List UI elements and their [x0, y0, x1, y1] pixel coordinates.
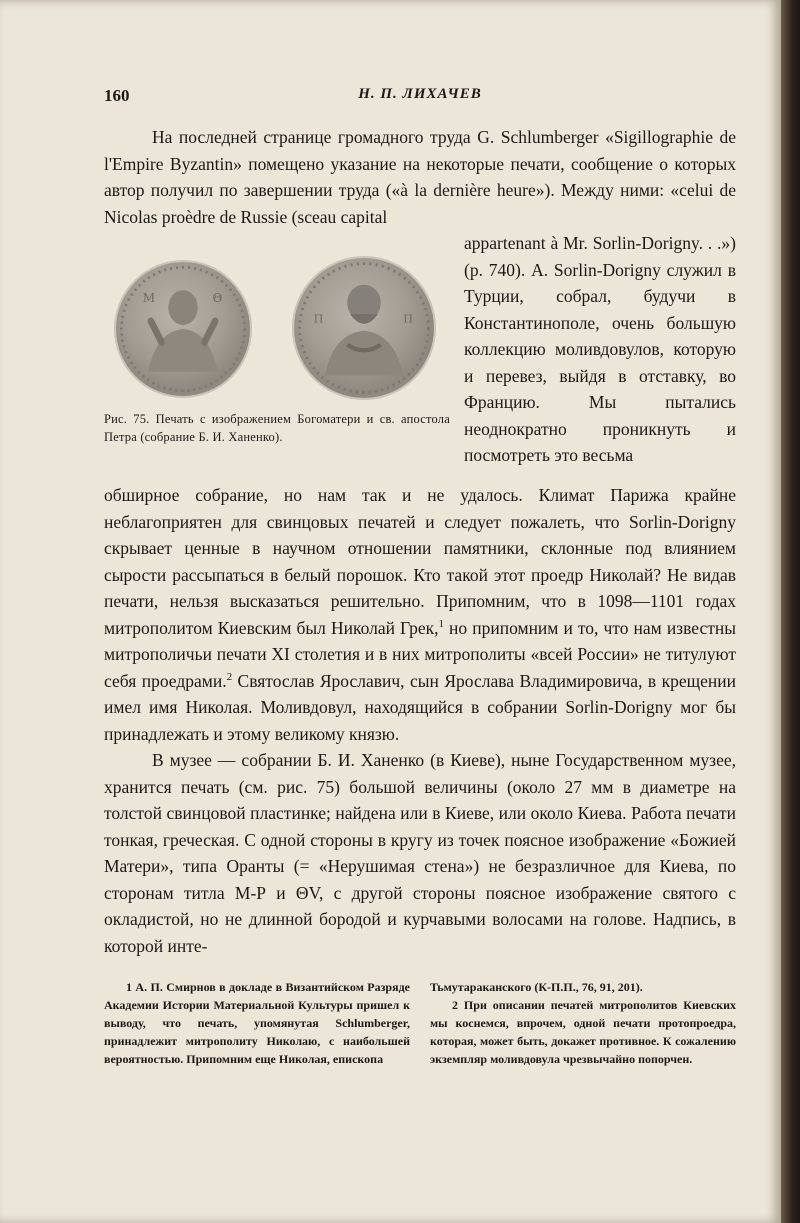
figure-75: [104, 262, 450, 452]
footnote-column-left: [104, 978, 410, 1068]
footnote-1: 1 А. П. Смирнов в докладе в Византийском Разряде Академии Истории Материальной Культуры пришел к выводу, что печать, упомянутая Schlumberger, принадлежит митрополиту Николаю, с наибольшей вероятностью. Припомним еще Николая, епископа: [104, 980, 410, 1066]
seal-reverse-image: [294, 258, 434, 398]
svg-text:Θ: Θ: [212, 291, 223, 306]
paragraph-continued-text-3: Святослав Ярославич, сын Ярослава Владимировича, в крещении имел имя Николая. Моливдовул, находящийся в собрании Sorlin-Dorigny мог бы принадлежать и этому великому князю.: [104, 670, 736, 744]
svg-text:M: M: [142, 291, 156, 306]
figure-caption: Рис. 75. Печать с изображением Богоматери и св. апостола Петра (собрание Б. И. Ханенко).: [104, 412, 450, 444]
footnote-ref-1[interactable]: 1: [438, 617, 444, 630]
svg-text:Π: Π: [313, 312, 324, 326]
svg-text:Π: Π: [403, 312, 413, 326]
book-spine-edge: [781, 0, 800, 1223]
paragraph-continued: [104, 482, 736, 959]
paragraph-museum: В музее — собрании Б. И. Ханенко (в Киеве), ныне Государственном музее, хранится печать (см. рис. 75) большой величины (около 27 мм в диаметре на толстой свинцовой пластинке; найдена или в Киеве, или около Киева. Работа печати тонкая, греческая. С одной стороны в кругу из точек поясное изображение «Божией Матери», типа Оранты (= «Нерушимая стена») не безразличное для Киева, по сторонам титла М-Р и ΘV, с другой стороны поясное изображение святого с окладистой, но не длинной бородой и курчавыми волосами на голове. Надпись, в которой инте-: [104, 750, 736, 956]
seal-obverse-image: [116, 262, 250, 396]
footnote-ref-2[interactable]: 2: [226, 670, 233, 683]
running-head: Н. П. ЛИХАЧЕВ: [358, 86, 482, 102]
paragraph-intro: На последней странице громадного труда G. Schlumberger «Sigillographie de l'Empire Byzantin» помещено указание на некоторые печати, сообщение о которых автор получил по завершении труда («à la dernière heure»). Между ними: «celui de Nicolas proèdre de Russie (sceau capital: [104, 127, 736, 227]
footnote-2: 2 При описании печатей митрополитов Киевских мы коснемся, впрочем, одной печати протопроедра, которая, может быть, докажет противное. К сожалению экземпляр моливдовула чрезвычайно попорчен.: [430, 998, 736, 1066]
page-number: 160: [104, 86, 130, 105]
page-header: [104, 86, 736, 110]
paragraph-side-column: appartenant à Mr. Sorlin-Dorigny. . .») (p. 740). А. Sorlin-Dorigny служил в Турции, собрал, будучи в Константинополе, очень большую коллекцию моливдовулов, которую и перевез, выйдя в отставку, во Францию. Мы пытались неоднократно проникнуть и посмотреть это весьма: [464, 233, 736, 465]
paragraph-continued-text: обширное собрание, но нам так и не удалось. Климат Парижа крайне неблагоприятен для свинцовых печатей и следует пожалеть, что Sorlin-Dorigny скрывает ценные в научном отношении памятники, склонные под влиянием сырости рассыпаться в белый порошок. Кто такой этот проедр Николай? Не видав печати, нельзя высказаться решительно. Припомним, что в 1098—1101 годах митрополитом Киевским был Николай Грек,: [104, 485, 736, 638]
footnote-column-right: [430, 978, 736, 1068]
footnote-1-continued: Тьмутараканского (К-П.П., 76, 91, 201).: [430, 980, 643, 994]
paragraph-continued-text-2: но припомним и то, что нам известны митрополичьи печати XI столетия и в них митрополиты «всей России» не титулуют себя проедрами.: [104, 617, 736, 691]
